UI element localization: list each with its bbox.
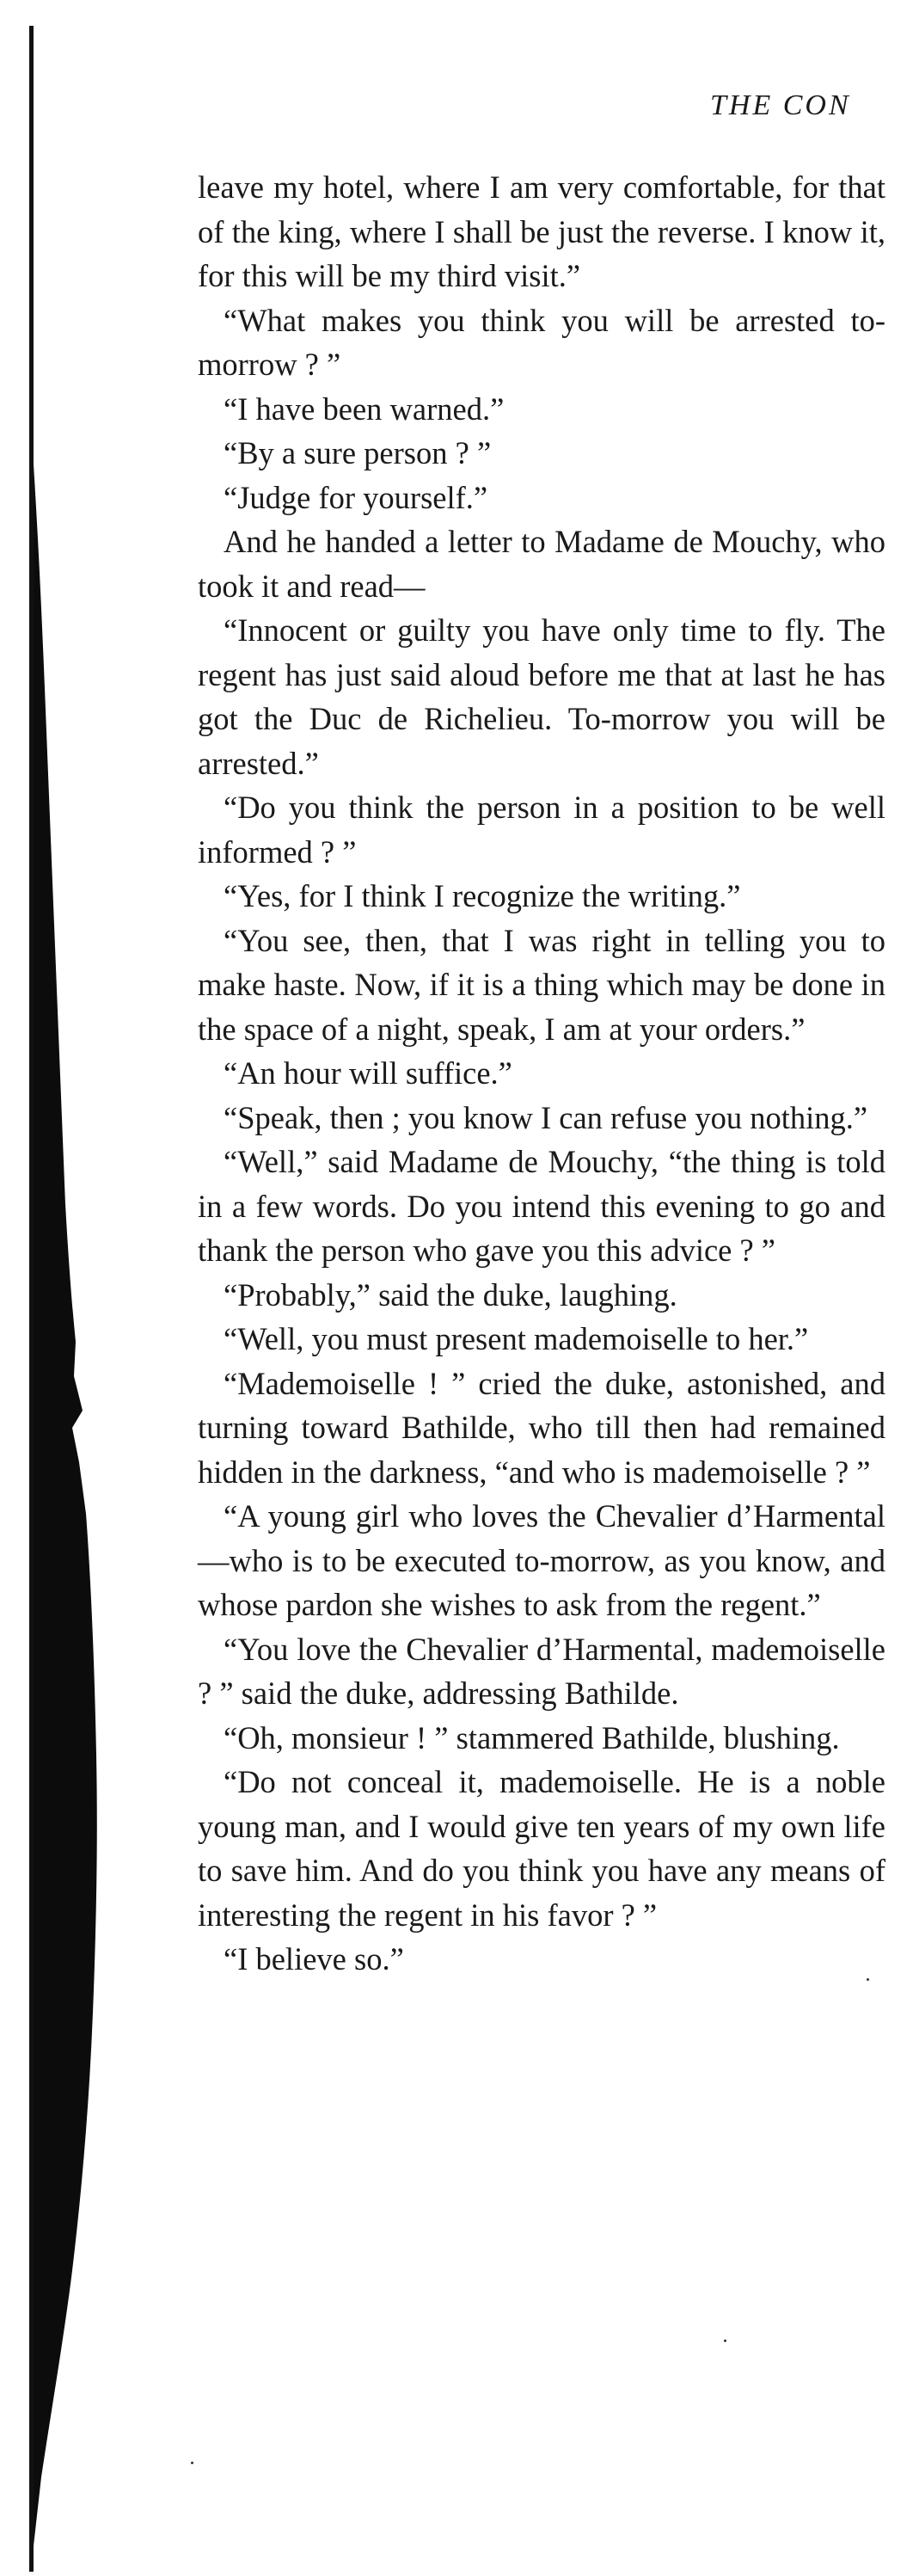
paragraph: leave my hotel, where I am very comfortable, for that of the king, where I shall be just the reverse. I know it, for this will be my third visit.”	[198, 169, 885, 293]
paragraph: “Mademoiselle ! ” cried the duke, astonished, and turning toward Bathilde, who till then had remained hidden in the darkness, “and who is mademoiselle ? ”	[198, 1365, 885, 1490]
paragraph: “Judge for yourself.”	[224, 479, 488, 515]
paragraph: “Oh, monsieur ! ” stammered Bathilde, blushing.	[224, 1719, 840, 1755]
paragraph: “I believe so.”	[224, 1941, 404, 1977]
paragraph: “What makes you think you will be arrested to-morrow ? ”	[198, 302, 885, 382]
print-speck	[867, 1978, 869, 1981]
body-text	[198, 165, 885, 1982]
paragraph: “Innocent or guilty you have only time to fly. The regent has just said aloud before me that at last he has got the Duc de Richelieu. To-morrow you will be arrested.”	[198, 612, 885, 781]
paragraph: “Speak, then ; you know I can refuse you nothing.”	[224, 1099, 868, 1135]
running-head: THE CON	[710, 89, 851, 121]
paragraph: “Well, you must present mademoiselle to her.”	[224, 1321, 809, 1356]
paragraph: “An hour will suffice.”	[224, 1055, 512, 1091]
print-speck	[191, 2462, 193, 2464]
paragraph: “You see, then, that I was right in telling you to make haste. Now, if it is a thing which may be done in the space of a night, speak, I am at your orders.”	[198, 922, 885, 1047]
page-binding-edge	[0, 0, 120, 2576]
paragraph: “You love the Chevalier d’Harmental, mademoiselle ? ” said the duke, addressing Bathilde.	[198, 1631, 885, 1711]
paragraph: “Probably,” said the duke, laughing.	[224, 1276, 677, 1313]
paragraph: “Well,” said Madame de Mouchy, “the thing is told in a few words. Do you intend this evening to go and thank the person who gave you this advice ? ”	[198, 1144, 885, 1268]
paragraph: “By a sure person ? ”	[224, 435, 492, 470]
paragraph: “A young girl who loves the Chevalier d’Harmental—who is to be executed to-morrow, as you know, and whose pardon she wishes to ask from the regent.”	[198, 1498, 885, 1622]
print-speck	[724, 2339, 726, 2342]
paragraph: “Do you think the person in a position to be well informed ? ”	[198, 790, 885, 870]
paragraph: “Yes, for I think I recognize the writing.”	[224, 878, 741, 913]
paragraph: “I have been warned.”	[224, 390, 505, 427]
paragraph: And he handed a letter to Madame de Mouchy, who took it and read—	[198, 524, 885, 604]
paragraph: “Do not conceal it, mademoiselle. He is a noble young man, and I would give ten years of my own life to save him. And do you think you have any means of interesting the regent in his favor ? ”	[198, 1764, 885, 1933]
